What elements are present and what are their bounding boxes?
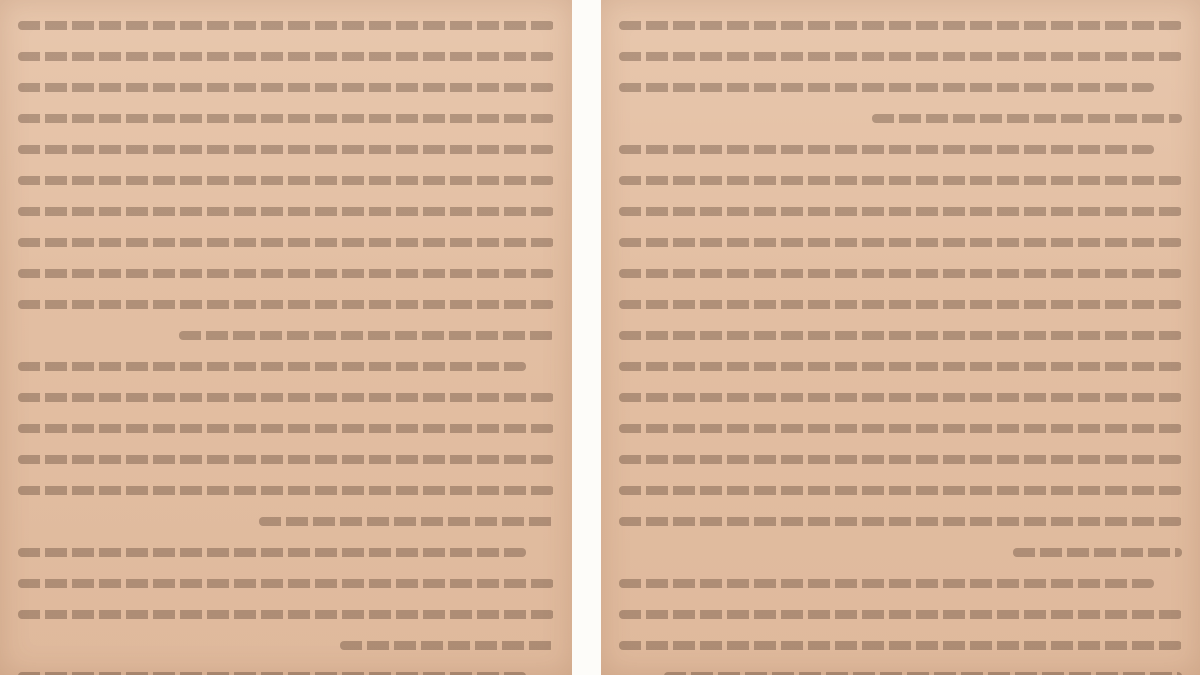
- text-line: [18, 661, 554, 675]
- text-line: [619, 227, 1182, 258]
- text-line: [619, 475, 1182, 506]
- text-line: [18, 630, 554, 661]
- text-line: [18, 196, 554, 227]
- text-line: [619, 103, 1182, 134]
- text-line: [18, 537, 554, 568]
- left-page-text-block: [0, 0, 572, 675]
- text-line: [619, 661, 1182, 675]
- text-line: [619, 413, 1182, 444]
- text-line: [619, 41, 1182, 72]
- text-line: [18, 382, 554, 413]
- text-line: [18, 351, 554, 382]
- text-line: [18, 413, 554, 444]
- text-line: [18, 165, 554, 196]
- text-line: [619, 10, 1182, 41]
- text-line: [18, 72, 554, 103]
- text-line: [18, 258, 554, 289]
- right-page-text-block: [601, 0, 1200, 675]
- text-line: [18, 103, 554, 134]
- text-line: [18, 41, 554, 72]
- text-line: [18, 444, 554, 475]
- left-page: [0, 0, 572, 675]
- text-line: [619, 320, 1182, 351]
- text-line: [18, 320, 554, 351]
- text-line: [18, 10, 554, 41]
- text-line: [18, 475, 554, 506]
- text-line: [619, 258, 1182, 289]
- text-line: [619, 196, 1182, 227]
- text-line: [619, 134, 1182, 165]
- text-line: [619, 72, 1182, 103]
- text-line: [619, 289, 1182, 320]
- text-line: [619, 444, 1182, 475]
- text-line: [619, 351, 1182, 382]
- text-line: [619, 599, 1182, 630]
- text-line: [619, 630, 1182, 661]
- text-line: [619, 382, 1182, 413]
- text-line: [18, 599, 554, 630]
- text-line: [18, 289, 554, 320]
- text-line: [18, 568, 554, 599]
- text-line: [18, 227, 554, 258]
- text-line: [619, 568, 1182, 599]
- right-page: [601, 0, 1200, 675]
- text-line: [18, 134, 554, 165]
- page-gutter: [572, 0, 601, 675]
- text-line: [18, 506, 554, 537]
- text-line: [619, 506, 1182, 537]
- text-line: [619, 537, 1182, 568]
- text-line: [619, 165, 1182, 196]
